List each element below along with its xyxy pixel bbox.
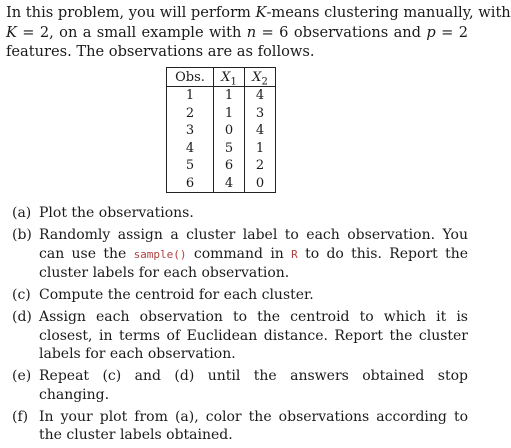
part-label: (a) [12, 205, 32, 221]
problem-parts [12, 204, 468, 448]
table-header-row [167, 68, 276, 87]
part-text: Repeat (c) and (d) until the answers obtained stop changing. [39, 368, 468, 403]
observations-table [166, 67, 276, 193]
table-row: 5 6 2 [167, 157, 276, 175]
table-row: 6 4 0 [167, 175, 276, 193]
p-variable: p [426, 23, 436, 41]
header-obs: Obs. [167, 68, 214, 87]
part-label: (b) [12, 227, 32, 243]
n-variable: n [246, 23, 257, 41]
part-text: In your plot from (a), color the observations according to the cluster labels obtained. [39, 408, 468, 443]
sample-code: sample() [133, 247, 187, 261]
header-x1: $X_1$ [214, 68, 245, 87]
part-f [12, 408, 468, 445]
k-variable: K [255, 4, 267, 21]
part-label: (d) [12, 309, 32, 325]
part-e [12, 367, 468, 404]
part-text: Randomly assign a cluster label to each observation. You can use the sample() command in R to do this. Report the cluster labels for each observation. [39, 227, 468, 281]
table-row: 2 1 3 [167, 105, 276, 123]
r-code: R [291, 247, 298, 261]
part-text: Plot the observations. [39, 205, 194, 221]
part-label: (e) [12, 368, 32, 384]
header-x2: $X_2$ [245, 68, 276, 87]
part-text: Compute the centroid for each cluster. [39, 287, 314, 303]
problem-intro [6, 3, 511, 62]
table-row: 4 5 1 [167, 140, 276, 158]
part-a [12, 204, 468, 223]
part-label: (f) [12, 408, 29, 425]
intro-line-1: In this problem, you will perform K-means clustering manually, with [6, 4, 511, 21]
part-d [12, 308, 468, 364]
part-b [12, 226, 468, 283]
table-row: 3 0 4 [167, 122, 276, 140]
part-c [12, 286, 468, 305]
table-row: 1 1 4 [167, 87, 276, 105]
intro-line-2: K = 2, on a small example with n = 6 observations and p = 2 [6, 23, 468, 41]
part-text: Assign each observation to the centroid to which it is closest, in terms of Euclidean distance. Report the cluster labels for each observation. [39, 309, 468, 362]
part-label: (c) [12, 287, 31, 303]
intro-line-3: features. The observations are as follows. [6, 43, 315, 60]
